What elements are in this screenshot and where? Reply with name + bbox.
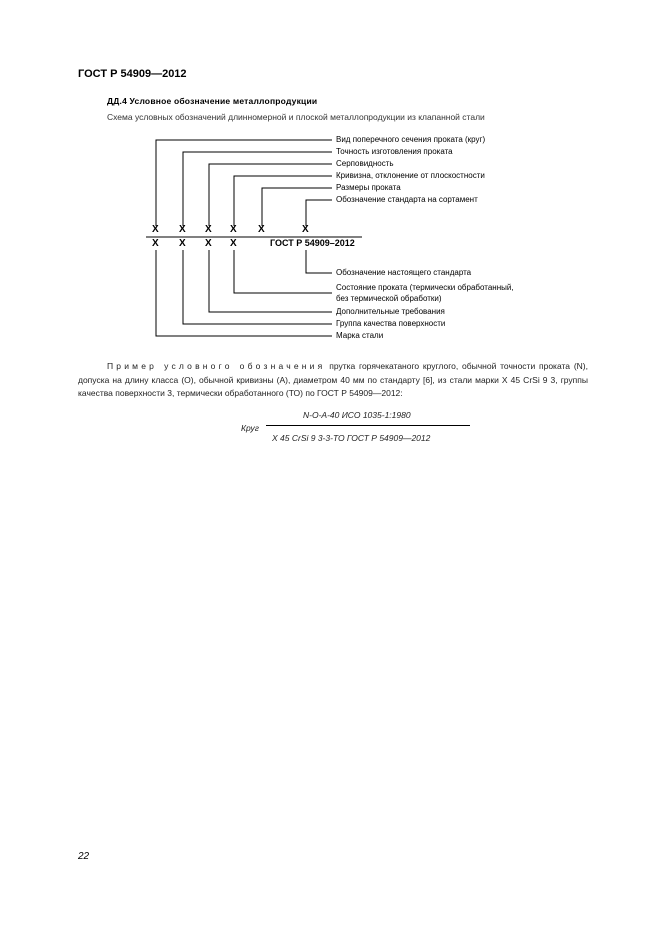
formula-fraction-bar <box>266 425 470 426</box>
scheme-x-mark: X <box>205 238 212 249</box>
scheme-label-steel-grade: Марка стали <box>336 331 384 340</box>
scheme-x-mark: X <box>179 238 186 249</box>
formula-prefix: Круг <box>241 423 259 433</box>
scheme-x-mark: X <box>152 224 159 235</box>
formula-numerator: N-O-A-40 ИСО 1035-1:1980 <box>303 410 411 420</box>
scheme-label-additional: Дополнительные требования <box>336 307 445 316</box>
formula-denominator: X 45 CrSi 9 3-3-ТО ГОСТ Р 54909—2012 <box>272 433 431 443</box>
scheme-label-dimensions: Размеры проката <box>336 183 401 192</box>
example-paragraph <box>78 360 588 401</box>
scheme-label-surface-group: Группа качества поверхности <box>336 319 446 328</box>
scheme-label-camber: Серповидность <box>336 159 394 168</box>
example-lead: Пример условного обозначения <box>107 361 326 371</box>
scheme-label-accuracy: Точность изготовления проката <box>336 147 453 156</box>
example-text: прутка горячекатаного круглого, обычной точности проката (N), допуска на длину класса (О), обычной кривизны (А), диаметром 40 мм по стандарту [6], из стали марки Х 45 CrSi 9 3, группы качества поверхности 3, термически обработанного (ТО) по ГОСТ Р 54909—2012: <box>78 361 588 398</box>
section-title: ДД.4 Условное обозначение металлопродукции <box>107 96 318 106</box>
scheme-label-condition-cont: без термической обработки) <box>336 294 442 303</box>
scheme-x-mark: X <box>152 238 159 249</box>
scheme-x-mark: X <box>302 224 309 235</box>
scheme-label-this-standard: Обозначение настоящего стандарта <box>336 268 472 277</box>
scheme-label-section-type: Вид поперечного сечения проката (круг) <box>336 135 486 144</box>
scheme-standard-label: ГОСТ Р 54909–2012 <box>270 238 355 248</box>
section-intro: Схема условных обозначений длинномерной и плоской металлопродукции из клапанной стали <box>107 112 485 122</box>
document-header: ГОСТ Р 54909—2012 <box>78 68 187 80</box>
scheme-label-assortment-standard: Обозначение стандарта на сортамент <box>336 195 478 204</box>
scheme-x-mark: X <box>258 224 265 235</box>
scheme-label-curvature: Кривизна, отклонение от плоскостности <box>336 171 485 180</box>
scheme-x-mark: X <box>230 224 237 235</box>
scheme-x-mark: X <box>230 238 237 249</box>
scheme-x-mark: X <box>205 224 212 235</box>
scheme-x-mark: X <box>179 224 186 235</box>
page-number: 22 <box>78 851 90 862</box>
scheme-label-condition: Состояние проката (термически обработанный, <box>336 283 514 292</box>
